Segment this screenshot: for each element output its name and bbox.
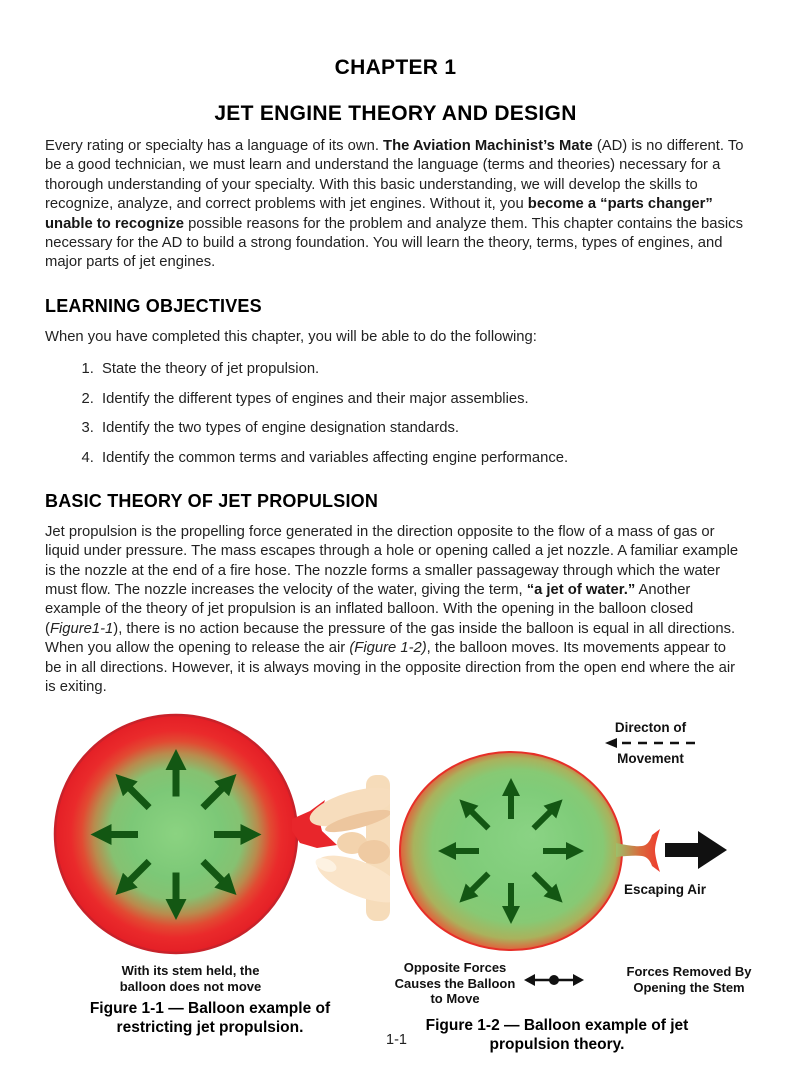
theory-text-4: , the balloon moves. Its movements appear to be in all directions. However, it is always moving in the opposite direction from the open end where the air is exiting.	[45, 640, 736, 695]
intro-text-3: possible reasons for the problem and analyze them. This chapter contains the basics necessary for the AD to build a strong foundation. You will learn the theory, terms, types of engines, and major parts of jet engines.	[45, 215, 743, 271]
page-number: 1-1	[386, 1032, 407, 1049]
figure2-caption-line1: Figure 1-2 — Balloon example of jet	[425, 1017, 689, 1035]
figure2-left-note-line2: Causes the Balloon	[394, 975, 516, 991]
direction-label-line1: Directon of	[614, 720, 687, 736]
learning-objectives-heading: LEARNING OBJECTIVES	[45, 295, 262, 316]
intro-text-2: (AD) is no different. To be a good technician, we must learn and understand the language (terms and theories) necessary for a thorough understanding of your specialty. With this basic understanding, we will develop the skills to recognize, analyze, and correct problems with jet engines. Without it, you	[45, 138, 744, 213]
objectives-list	[45, 360, 746, 468]
theory-bold-term: “a jet of water.”	[526, 581, 636, 598]
figure1-caption-line2: restricting jet propulsion.	[116, 1018, 304, 1036]
basic-theory-heading: BASIC THEORY OF JET PROPULSION	[45, 490, 379, 511]
figure1-reference: Figure1-1	[49, 620, 114, 637]
figure2-left-note-line3: to Move	[430, 991, 480, 1007]
intro-bold-phrase: become a “parts changer” unable to recognize	[45, 196, 713, 232]
intro-text-1: Every rating or specialty has a language of its own.	[45, 138, 384, 154]
double-arrow-dot-icon	[524, 973, 584, 987]
figure1-caption-line1: Figure 1-1 — Balloon example of	[89, 1000, 331, 1018]
figure2-caption	[412, 1017, 702, 1054]
hand-icon	[306, 775, 390, 921]
figure2-left-note-line1: Opposite Forces	[403, 960, 507, 976]
figures-area	[0, 702, 791, 1081]
page-title: JET ENGINE THEORY AND DESIGN	[214, 102, 577, 125]
escaping-air-label: Escaping Air	[624, 882, 707, 898]
figure2-right-note	[588, 964, 790, 995]
direction-label-line2: Movement	[617, 751, 684, 767]
chapter-heading: CHAPTER 1	[334, 56, 457, 79]
objective-item: 3. Identify the two types of engine designation standards.	[98, 419, 746, 438]
theory-text-3: ), there is no action because the pressure of the gas inside the balloon is equal in all directions. When you allow the opening to release the air	[45, 620, 736, 657]
intro-bold-term: The Aviation Machinist’s Mate	[383, 138, 593, 154]
figure1-note-line1: With its stem held, the	[121, 963, 260, 979]
objectives-intro: When you have completed this chapter, you will be able to do the following:	[45, 328, 537, 345]
balloon1-body	[55, 715, 297, 953]
figure2-left-note	[390, 960, 520, 1007]
figure2-right-note-line1: Forces Removed By	[626, 964, 752, 980]
figure2-caption-line2: propulsion theory.	[489, 1035, 625, 1053]
objective-item: 1. State the theory of jet propulsion.	[98, 360, 746, 379]
figure2-reference: (Figure 1-2)	[349, 640, 427, 657]
figure1-note-line2: balloon does not move	[119, 978, 262, 994]
balloon2-open-stem	[616, 829, 660, 872]
figure2-right-note-line2: Opening the Stem	[633, 979, 745, 995]
theory-text-1: Jet propulsion is the propelling force generated in the direction opposite to the flow of a mass of gas or liquid under pressure. The mass escapes through a hole or opening called a jet nozzle. A familiar example is the nozzle at the end of a fire hose. The nozzle forms a smaller passageway through which the water must flow. The nozzle increases the velocity of the water, giving the term,	[45, 523, 739, 598]
escaping-air-arrow-icon	[665, 831, 727, 869]
theory-paragraph	[45, 523, 746, 698]
figure1-note	[58, 963, 323, 994]
figure2-balloon-illustration	[390, 747, 790, 959]
objective-item: 2. Identify the different types of engines and their major assemblies.	[98, 390, 746, 409]
intro-paragraph	[45, 137, 746, 273]
objective-item: 4. Identify the common terms and variables affecting engine performance.	[98, 449, 746, 468]
figure1-caption	[30, 1000, 390, 1037]
balloon2-body	[400, 752, 622, 950]
figure1-balloon-illustration	[40, 707, 390, 965]
theory-text-2: Another example of the theory of jet propulsion is an inflated balloon. With the opening in the balloon closed (	[45, 581, 694, 637]
